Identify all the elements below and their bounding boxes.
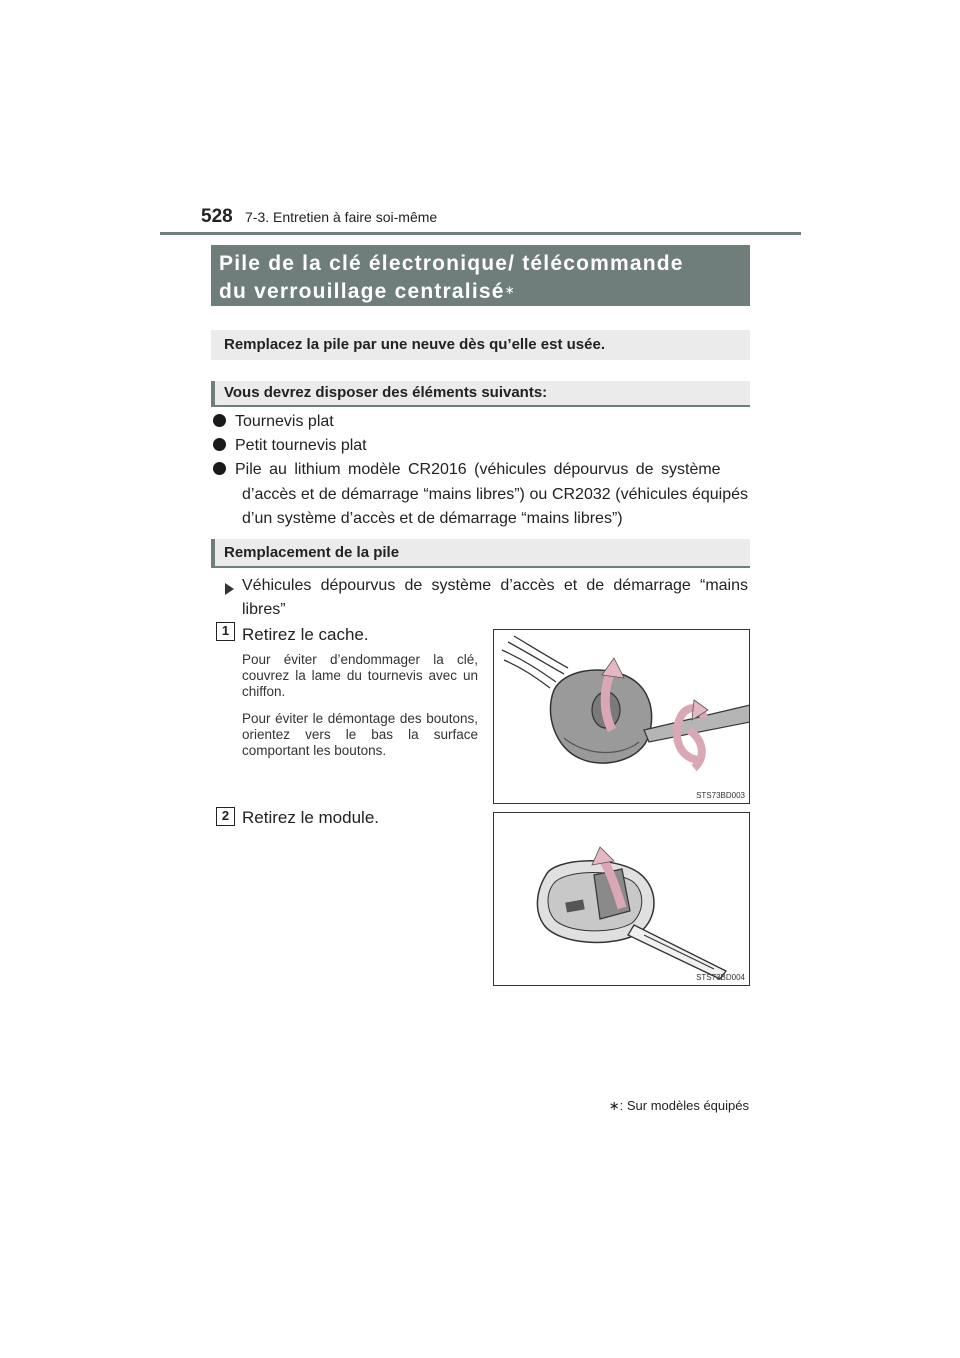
bullet-icon bbox=[213, 462, 226, 475]
section-label: 7-3. Entretien à faire soi-même bbox=[245, 209, 438, 225]
triangle-right-icon bbox=[225, 583, 234, 595]
title-line-2: du verrouillage centralisé bbox=[219, 280, 505, 303]
step-2-text: Retirez le module. bbox=[242, 808, 380, 827]
figure-code: STS73BD003 bbox=[696, 791, 745, 800]
bullet-icon bbox=[213, 438, 226, 451]
page-title bbox=[211, 245, 750, 306]
list-item-continuation: d’accès et de démarrage “mains libres”) ou CR2032 (véhicules équipés d’un système d’accès et de démarrage “mains libres”) bbox=[242, 486, 748, 527]
bullet-icon bbox=[213, 414, 226, 427]
figure-code: STS73BD004 bbox=[696, 973, 745, 982]
page-number: 528 bbox=[201, 206, 233, 227]
key-cover-illustration bbox=[494, 630, 750, 804]
key-module-illustration bbox=[494, 813, 750, 986]
footnote: ∗: Sur modèles équipés bbox=[608, 1098, 749, 1113]
list-item: Petit tournevis plat bbox=[213, 437, 367, 455]
title-line-1: Pile de la clé électronique/ télécommande bbox=[219, 252, 684, 275]
step-1-note-1: Pour éviter d’endommager la clé, couvrez la lame du tournevis avec un chiffon. bbox=[242, 652, 478, 699]
replacement-heading: Remplacement de la pile bbox=[211, 539, 750, 568]
step-number-2: 2 bbox=[216, 807, 235, 826]
step-1-text: Retirez le cache. bbox=[242, 625, 369, 644]
step-number-1: 1 bbox=[216, 622, 235, 641]
step-1-note-2: Pour éviter le démontage des boutons, orientez vers le bas la surface comportant les boutons. bbox=[242, 711, 478, 758]
list-item: Tournevis plat bbox=[213, 413, 334, 431]
figure-remove-module bbox=[493, 812, 750, 986]
intro-box: Remplacez la pile par une neuve dès qu’elle est usée. bbox=[211, 330, 750, 360]
figure-remove-cover bbox=[493, 629, 750, 804]
header-divider bbox=[160, 232, 801, 235]
vehicle-condition: Véhicules dépourvus de système d’accès et de démarrage “mains libres” bbox=[242, 577, 748, 618]
asterisk-marker: ∗ bbox=[504, 283, 516, 297]
list-item: Pile au lithium modèle CR2016 (véhicules dépourvus de système bbox=[213, 461, 750, 479]
requirements-heading: Vous devrez disposer des éléments suivants: bbox=[211, 381, 750, 407]
